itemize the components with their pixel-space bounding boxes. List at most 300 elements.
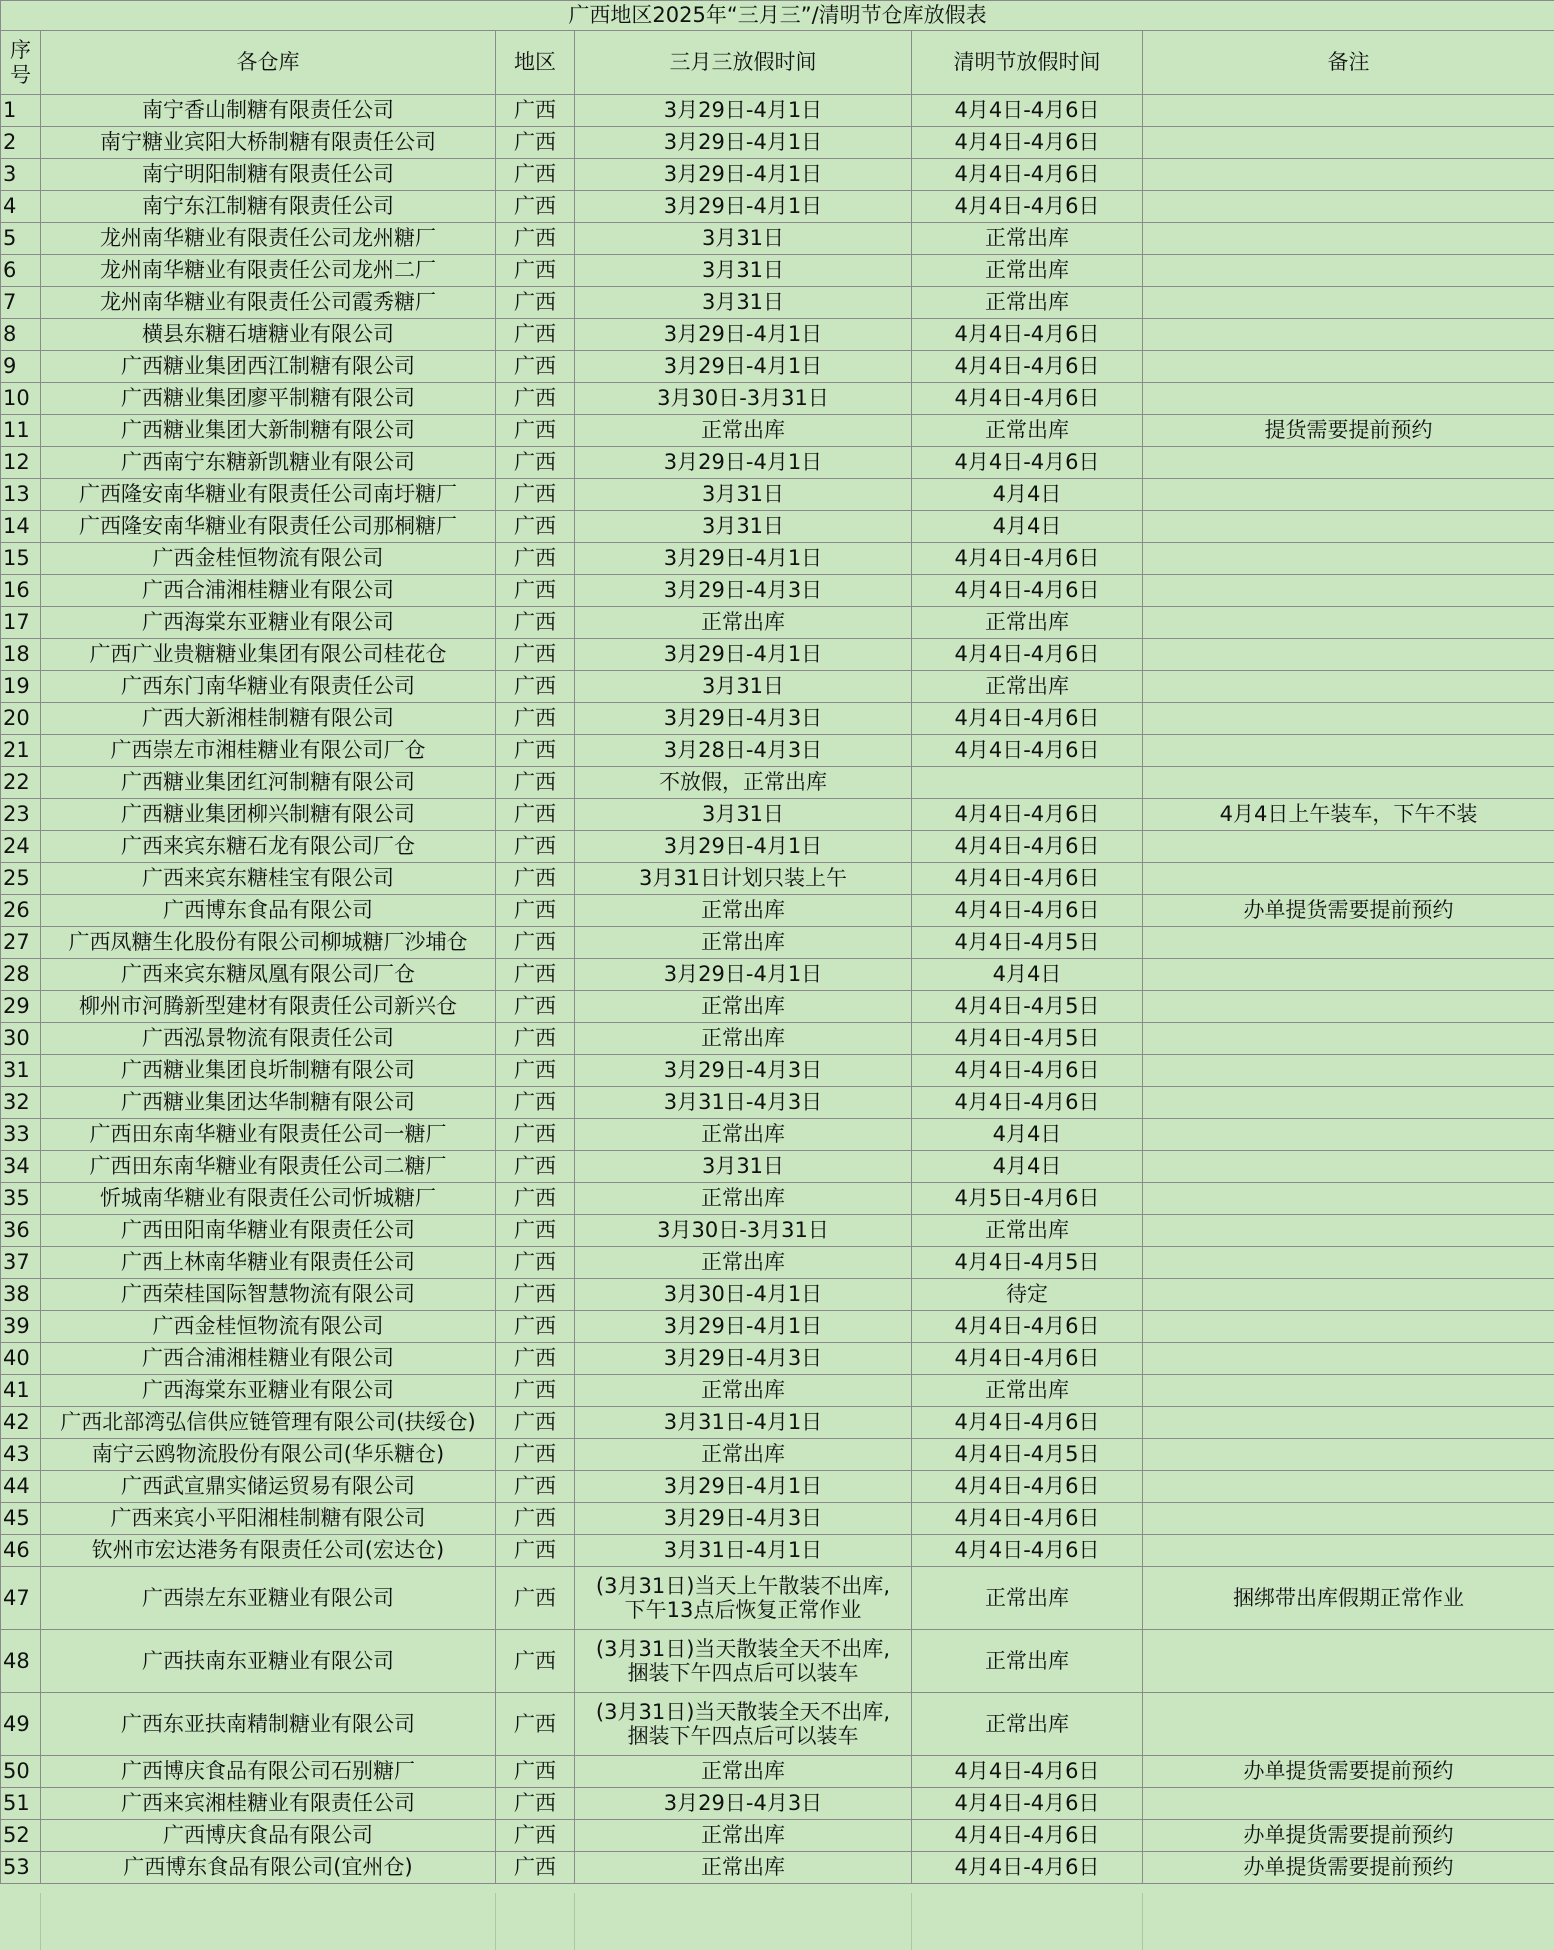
- cell-region[interactable]: 广西: [496, 1151, 575, 1183]
- cell-warehouse[interactable]: 广西荣桂国际智慧物流有限公司: [41, 1279, 496, 1311]
- cell-qingming[interactable]: 4月4日-4月6日: [912, 1407, 1143, 1439]
- cell-index[interactable]: 15: [1, 543, 41, 575]
- cell-index[interactable]: 26: [1, 895, 41, 927]
- cell-region[interactable]: 广西: [496, 1343, 575, 1375]
- cell-warehouse[interactable]: 广西田东南华糖业有限责任公司一糖厂: [41, 1119, 496, 1151]
- cell-region[interactable]: 广西: [496, 287, 575, 319]
- cell-warehouse[interactable]: 广西糖业集团柳兴制糖有限公司: [41, 799, 496, 831]
- cell-index[interactable]: 16: [1, 575, 41, 607]
- cell-warehouse[interactable]: 南宁东江制糖有限责任公司: [41, 191, 496, 223]
- cell-region[interactable]: 广西: [496, 223, 575, 255]
- cell-qingming[interactable]: [912, 767, 1143, 799]
- cell-sanyuesan[interactable]: 正常出库: [575, 1023, 912, 1055]
- cell-index[interactable]: 49: [1, 1693, 41, 1756]
- cell-qingming[interactable]: 4月4日-4月6日: [912, 1471, 1143, 1503]
- cell-qingming[interactable]: 4月4日-4月5日: [912, 1439, 1143, 1471]
- cell-note[interactable]: [1143, 1151, 1554, 1183]
- cell-qingming[interactable]: 正常出库: [912, 671, 1143, 703]
- cell-sanyuesan[interactable]: 3月29日-4月1日: [575, 95, 912, 127]
- cell-warehouse[interactable]: 南宁糖业宾阳大桥制糖有限责任公司: [41, 127, 496, 159]
- cell-index[interactable]: 14: [1, 511, 41, 543]
- cell-qingming[interactable]: 4月4日-4月6日: [912, 1756, 1143, 1788]
- cell-index[interactable]: 9: [1, 351, 41, 383]
- cell-note[interactable]: [1143, 703, 1554, 735]
- cell-warehouse[interactable]: 广西崇左市湘桂糖业有限公司厂仓: [41, 735, 496, 767]
- cell-region[interactable]: 广西: [496, 1535, 575, 1567]
- cell-index[interactable]: 27: [1, 927, 41, 959]
- cell-index[interactable]: 17: [1, 607, 41, 639]
- cell-sanyuesan[interactable]: 3月31日: [575, 511, 912, 543]
- cell-note[interactable]: [1143, 223, 1554, 255]
- cell-region[interactable]: 广西: [496, 1023, 575, 1055]
- cell-region[interactable]: 广西: [496, 703, 575, 735]
- cell-index[interactable]: 32: [1, 1087, 41, 1119]
- cell-sanyuesan[interactable]: 3月29日-4月1日: [575, 959, 912, 991]
- cell-sanyuesan[interactable]: 3月29日-4月1日: [575, 1311, 912, 1343]
- cell-index[interactable]: 43: [1, 1439, 41, 1471]
- cell-region[interactable]: 广西: [496, 159, 575, 191]
- cell-region[interactable]: 广西: [496, 831, 575, 863]
- cell-warehouse[interactable]: 广西隆安南华糖业有限责任公司南圩糖厂: [41, 479, 496, 511]
- cell-warehouse[interactable]: 广西合浦湘桂糖业有限公司: [41, 575, 496, 607]
- cell-note[interactable]: [1143, 1279, 1554, 1311]
- cell-sanyuesan[interactable]: 正常出库: [575, 895, 912, 927]
- cell-index[interactable]: 10: [1, 383, 41, 415]
- cell-region[interactable]: 广西: [496, 607, 575, 639]
- cell-region[interactable]: 广西: [496, 1375, 575, 1407]
- cell-sanyuesan[interactable]: 正常出库: [575, 607, 912, 639]
- cell-note[interactable]: [1143, 447, 1554, 479]
- cell-note[interactable]: [1143, 927, 1554, 959]
- cell-warehouse[interactable]: 广西泓景物流有限责任公司: [41, 1023, 496, 1055]
- cell-sanyuesan[interactable]: 正常出库: [575, 1247, 912, 1279]
- cell-qingming[interactable]: 4月4日: [912, 959, 1143, 991]
- cell-region[interactable]: 广西: [496, 1567, 575, 1630]
- cell-note[interactable]: [1143, 255, 1554, 287]
- cell-warehouse[interactable]: 忻城南华糖业有限责任公司忻城糖厂: [41, 1183, 496, 1215]
- cell-note[interactable]: [1143, 991, 1554, 1023]
- cell-region[interactable]: 广西: [496, 1756, 575, 1788]
- cell-warehouse[interactable]: 广西博庆食品有限公司: [41, 1820, 496, 1852]
- cell-region[interactable]: 广西: [496, 575, 575, 607]
- cell-region[interactable]: 广西: [496, 95, 575, 127]
- cell-warehouse[interactable]: 广西合浦湘桂糖业有限公司: [41, 1343, 496, 1375]
- cell-note[interactable]: [1143, 1439, 1554, 1471]
- cell-index[interactable]: 51: [1, 1788, 41, 1820]
- cell-region[interactable]: 广西: [496, 479, 575, 511]
- cell-warehouse[interactable]: 广西博东食品有限公司(宜州仓): [41, 1852, 496, 1884]
- cell-note[interactable]: [1143, 287, 1554, 319]
- cell-index[interactable]: 39: [1, 1311, 41, 1343]
- cell-warehouse[interactable]: 广西广业贵糖糖业集团有限公司桂花仓: [41, 639, 496, 671]
- cell-sanyuesan[interactable]: 正常出库: [575, 1183, 912, 1215]
- cell-region[interactable]: 广西: [496, 959, 575, 991]
- cell-note[interactable]: [1143, 95, 1554, 127]
- cell-index[interactable]: 6: [1, 255, 41, 287]
- cell-warehouse[interactable]: 广西北部湾弘信供应链管理有限公司(扶绥仓): [41, 1407, 496, 1439]
- cell-qingming[interactable]: 正常出库: [912, 1630, 1143, 1693]
- cell-warehouse[interactable]: 广西来宾湘桂糖业有限责任公司: [41, 1788, 496, 1820]
- cell-region[interactable]: 广西: [496, 191, 575, 223]
- cell-sanyuesan[interactable]: 3月29日-4月3日: [575, 1503, 912, 1535]
- cell-qingming[interactable]: 正常出库: [912, 607, 1143, 639]
- cell-warehouse[interactable]: 广西糖业集团红河制糖有限公司: [41, 767, 496, 799]
- cell-sanyuesan[interactable]: 3月31日: [575, 1151, 912, 1183]
- cell-index[interactable]: 46: [1, 1535, 41, 1567]
- cell-index[interactable]: 50: [1, 1756, 41, 1788]
- cell-sanyuesan[interactable]: 3月29日-4月1日: [575, 543, 912, 575]
- cell-region[interactable]: 广西: [496, 1503, 575, 1535]
- cell-qingming[interactable]: 4月4日-4月6日: [912, 831, 1143, 863]
- cell-region[interactable]: 广西: [496, 543, 575, 575]
- cell-qingming[interactable]: 4月4日-4月5日: [912, 991, 1143, 1023]
- cell-warehouse[interactable]: 广西来宾东糖桂宝有限公司: [41, 863, 496, 895]
- cell-warehouse[interactable]: 南宁明阳制糖有限责任公司: [41, 159, 496, 191]
- cell-note[interactable]: [1143, 1215, 1554, 1247]
- cell-qingming[interactable]: 4月4日-4月6日: [912, 319, 1143, 351]
- cell-note[interactable]: 办单提货需要提前预约: [1143, 1852, 1554, 1884]
- cell-index[interactable]: 2: [1, 127, 41, 159]
- cell-qingming[interactable]: 4月4日-4月6日: [912, 1852, 1143, 1884]
- cell-qingming[interactable]: 4月4日-4月6日: [912, 383, 1143, 415]
- cell-index[interactable]: 7: [1, 287, 41, 319]
- cell-note[interactable]: [1143, 351, 1554, 383]
- cell-sanyuesan[interactable]: [575, 1693, 912, 1756]
- cell-note[interactable]: [1143, 831, 1554, 863]
- cell-warehouse[interactable]: 广西糖业集团良圻制糖有限公司: [41, 1055, 496, 1087]
- cell-warehouse[interactable]: 钦州市宏达港务有限责任公司(宏达仓): [41, 1535, 496, 1567]
- cell-sanyuesan[interactable]: 3月31日-4月3日: [575, 1087, 912, 1119]
- cell-sanyuesan[interactable]: 正常出库: [575, 1852, 912, 1884]
- cell-qingming[interactable]: 4月4日-4月6日: [912, 703, 1143, 735]
- cell-warehouse[interactable]: 广西东门南华糖业有限责任公司: [41, 671, 496, 703]
- cell-sanyuesan[interactable]: 3月29日-4月3日: [575, 703, 912, 735]
- cell-index[interactable]: 48: [1, 1630, 41, 1693]
- cell-note[interactable]: [1143, 191, 1554, 223]
- cell-warehouse[interactable]: 广西隆安南华糖业有限责任公司那桐糖厂: [41, 511, 496, 543]
- cell-index[interactable]: 42: [1, 1407, 41, 1439]
- cell-note[interactable]: [1143, 1788, 1554, 1820]
- cell-warehouse[interactable]: 广西来宾东糖石龙有限公司厂仓: [41, 831, 496, 863]
- cell-region[interactable]: 广西: [496, 415, 575, 447]
- cell-qingming[interactable]: 4月4日-4月5日: [912, 1247, 1143, 1279]
- cell-region[interactable]: 广西: [496, 735, 575, 767]
- cell-index[interactable]: 52: [1, 1820, 41, 1852]
- cell-warehouse[interactable]: 广西金桂恒物流有限公司: [41, 543, 496, 575]
- cell-warehouse[interactable]: 南宁香山制糖有限责任公司: [41, 95, 496, 127]
- cell-index[interactable]: 47: [1, 1567, 41, 1630]
- cell-sanyuesan[interactable]: 3月31日: [575, 287, 912, 319]
- cell-note[interactable]: [1143, 383, 1554, 415]
- cell-index[interactable]: 13: [1, 479, 41, 511]
- header-qingming[interactable]: 清明节放假时间: [912, 31, 1143, 95]
- cell-index[interactable]: 38: [1, 1279, 41, 1311]
- cell-note[interactable]: [1143, 1535, 1554, 1567]
- cell-qingming[interactable]: 4月4日-4月6日: [912, 1788, 1143, 1820]
- cell-region[interactable]: 广西: [496, 863, 575, 895]
- cell-note[interactable]: [1143, 1407, 1554, 1439]
- cell-note[interactable]: [1143, 1023, 1554, 1055]
- cell-sanyuesan[interactable]: 3月30日-3月31日: [575, 1215, 912, 1247]
- cell-sanyuesan[interactable]: 3月31日: [575, 799, 912, 831]
- cell-note[interactable]: [1143, 1183, 1554, 1215]
- cell-qingming[interactable]: 4月4日-4月6日: [912, 447, 1143, 479]
- cell-index[interactable]: 23: [1, 799, 41, 831]
- cell-sanyuesan[interactable]: 正常出库: [575, 415, 912, 447]
- cell-warehouse[interactable]: 柳州市河腾新型建材有限责任公司新兴仓: [41, 991, 496, 1023]
- cell-sanyuesan[interactable]: 正常出库: [575, 1756, 912, 1788]
- cell-qingming[interactable]: 4月4日-4月6日: [912, 351, 1143, 383]
- cell-note[interactable]: [1143, 1343, 1554, 1375]
- cell-index[interactable]: 12: [1, 447, 41, 479]
- cell-note[interactable]: 办单提货需要提前预约: [1143, 895, 1554, 927]
- cell-qingming[interactable]: 正常出库: [912, 223, 1143, 255]
- cell-index[interactable]: 18: [1, 639, 41, 671]
- cell-qingming[interactable]: 4月4日-4月6日: [912, 159, 1143, 191]
- cell-region[interactable]: 广西: [496, 1852, 575, 1884]
- cell-note[interactable]: 办单提货需要提前预约: [1143, 1756, 1554, 1788]
- cell-qingming[interactable]: 4月4日: [912, 1119, 1143, 1151]
- cell-region[interactable]: 广西: [496, 255, 575, 287]
- cell-index[interactable]: 53: [1, 1852, 41, 1884]
- cell-index[interactable]: 35: [1, 1183, 41, 1215]
- cell-warehouse[interactable]: 广西崇左东亚糖业有限公司: [41, 1567, 496, 1630]
- cell-note[interactable]: 提货需要提前预约: [1143, 415, 1554, 447]
- cell-index[interactable]: 4: [1, 191, 41, 223]
- cell-note[interactable]: [1143, 1471, 1554, 1503]
- cell-qingming[interactable]: 4月4日-4月6日: [912, 863, 1143, 895]
- cell-sanyuesan[interactable]: 3月29日-4月1日: [575, 639, 912, 671]
- cell-index[interactable]: 25: [1, 863, 41, 895]
- cell-sanyuesan[interactable]: 3月31日: [575, 479, 912, 511]
- cell-index[interactable]: 3: [1, 159, 41, 191]
- cell-region[interactable]: 广西: [496, 895, 575, 927]
- cell-region[interactable]: 广西: [496, 1119, 575, 1151]
- cell-note[interactable]: [1143, 1087, 1554, 1119]
- cell-note[interactable]: [1143, 1503, 1554, 1535]
- cell-note[interactable]: [1143, 159, 1554, 191]
- cell-index[interactable]: 24: [1, 831, 41, 863]
- cell-index[interactable]: 22: [1, 767, 41, 799]
- cell-region[interactable]: 广西: [496, 799, 575, 831]
- cell-note[interactable]: [1143, 127, 1554, 159]
- cell-warehouse[interactable]: 广西糖业集团大新制糖有限公司: [41, 415, 496, 447]
- header-warehouse[interactable]: 各仓库: [41, 31, 496, 95]
- header-index[interactable]: [1, 31, 41, 95]
- cell-index[interactable]: 5: [1, 223, 41, 255]
- cell-index[interactable]: 36: [1, 1215, 41, 1247]
- cell-qingming[interactable]: 正常出库: [912, 1693, 1143, 1756]
- cell-qingming[interactable]: 4月4日-4月6日: [912, 1055, 1143, 1087]
- cell-index[interactable]: 34: [1, 1151, 41, 1183]
- cell-qingming[interactable]: 4月4日-4月6日: [912, 95, 1143, 127]
- cell-warehouse[interactable]: 龙州南华糖业有限责任公司龙州糖厂: [41, 223, 496, 255]
- cell-warehouse[interactable]: 广西糖业集团西江制糖有限公司: [41, 351, 496, 383]
- cell-qingming[interactable]: 正常出库: [912, 255, 1143, 287]
- cell-qingming[interactable]: 4月4日-4月6日: [912, 1087, 1143, 1119]
- cell-sanyuesan[interactable]: 3月29日-4月1日: [575, 351, 912, 383]
- cell-sanyuesan[interactable]: 不放假，正常出库: [575, 767, 912, 799]
- cell-region[interactable]: 广西: [496, 1247, 575, 1279]
- cell-sanyuesan[interactable]: 正常出库: [575, 991, 912, 1023]
- table-title[interactable]: 广西地区2025年“三月三”/清明节仓库放假表: [1, 1, 1554, 31]
- cell-warehouse[interactable]: 南宁云鸥物流股份有限公司(华乐糖仓): [41, 1439, 496, 1471]
- cell-region[interactable]: 广西: [496, 511, 575, 543]
- cell-region[interactable]: 广西: [496, 1087, 575, 1119]
- cell-sanyuesan[interactable]: 3月31日-4月1日: [575, 1407, 912, 1439]
- cell-region[interactable]: 广西: [496, 767, 575, 799]
- cell-warehouse[interactable]: 龙州南华糖业有限责任公司龙州二厂: [41, 255, 496, 287]
- cell-note[interactable]: [1143, 1247, 1554, 1279]
- cell-note[interactable]: [1143, 1630, 1554, 1693]
- cell-note[interactable]: [1143, 639, 1554, 671]
- cell-note[interactable]: [1143, 1311, 1554, 1343]
- cell-qingming[interactable]: 4月4日-4月6日: [912, 1343, 1143, 1375]
- cell-index[interactable]: 33: [1, 1119, 41, 1151]
- cell-sanyuesan[interactable]: 3月31日计划只装上午: [575, 863, 912, 895]
- cell-sanyuesan[interactable]: 3月30日-3月31日: [575, 383, 912, 415]
- cell-note[interactable]: [1143, 959, 1554, 991]
- cell-note[interactable]: [1143, 1119, 1554, 1151]
- cell-sanyuesan[interactable]: 正常出库: [575, 927, 912, 959]
- header-sanyuesan[interactable]: 三月三放假时间: [575, 31, 912, 95]
- cell-note[interactable]: [1143, 511, 1554, 543]
- cell-warehouse[interactable]: 广西大新湘桂制糖有限公司: [41, 703, 496, 735]
- cell-note[interactable]: 捆绑带出库假期正常作业: [1143, 1567, 1554, 1630]
- cell-index[interactable]: 11: [1, 415, 41, 447]
- cell-warehouse[interactable]: 广西南宁东糖新凯糖业有限公司: [41, 447, 496, 479]
- cell-region[interactable]: 广西: [496, 1439, 575, 1471]
- cell-qingming[interactable]: 正常出库: [912, 415, 1143, 447]
- cell-sanyuesan[interactable]: 3月31日: [575, 255, 912, 287]
- cell-sanyuesan[interactable]: 正常出库: [575, 1439, 912, 1471]
- cell-sanyuesan[interactable]: 3月29日-4月1日: [575, 447, 912, 479]
- cell-index[interactable]: 29: [1, 991, 41, 1023]
- cell-warehouse[interactable]: 广西东亚扶南精制糖业有限公司: [41, 1693, 496, 1756]
- cell-note[interactable]: [1143, 479, 1554, 511]
- cell-qingming[interactable]: 正常出库: [912, 1375, 1143, 1407]
- cell-index[interactable]: 40: [1, 1343, 41, 1375]
- cell-region[interactable]: 广西: [496, 1630, 575, 1693]
- cell-qingming[interactable]: 4月4日-4月6日: [912, 799, 1143, 831]
- cell-warehouse[interactable]: 广西博东食品有限公司: [41, 895, 496, 927]
- cell-sanyuesan[interactable]: 3月29日-4月1日: [575, 1471, 912, 1503]
- cell-note[interactable]: [1143, 543, 1554, 575]
- cell-qingming[interactable]: 4月4日-4月6日: [912, 1535, 1143, 1567]
- cell-qingming[interactable]: 4月4日-4月5日: [912, 1023, 1143, 1055]
- cell-region[interactable]: 广西: [496, 927, 575, 959]
- cell-sanyuesan[interactable]: [575, 1567, 912, 1630]
- cell-qingming[interactable]: 4月4日-4月6日: [912, 1311, 1143, 1343]
- cell-sanyuesan[interactable]: 3月31日-4月1日: [575, 1535, 912, 1567]
- cell-region[interactable]: 广西: [496, 1279, 575, 1311]
- cell-warehouse[interactable]: 广西上林南华糖业有限责任公司: [41, 1247, 496, 1279]
- cell-note[interactable]: [1143, 863, 1554, 895]
- cell-note[interactable]: [1143, 575, 1554, 607]
- cell-warehouse[interactable]: 广西凤糖生化股份有限公司柳城糖厂沙埔仓: [41, 927, 496, 959]
- cell-qingming[interactable]: 正常出库: [912, 1215, 1143, 1247]
- cell-warehouse[interactable]: 广西田阳南华糖业有限责任公司: [41, 1215, 496, 1247]
- cell-warehouse[interactable]: 广西博庆食品有限公司石别糖厂: [41, 1756, 496, 1788]
- cell-qingming[interactable]: 4月4日-4月6日: [912, 127, 1143, 159]
- cell-region[interactable]: 广西: [496, 351, 575, 383]
- cell-warehouse[interactable]: 广西扶南东亚糖业有限公司: [41, 1630, 496, 1693]
- cell-region[interactable]: 广西: [496, 991, 575, 1023]
- cell-region[interactable]: 广西: [496, 1215, 575, 1247]
- cell-qingming[interactable]: 4月4日-4月6日: [912, 191, 1143, 223]
- cell-note[interactable]: [1143, 319, 1554, 351]
- cell-qingming[interactable]: 4月4日: [912, 479, 1143, 511]
- cell-warehouse[interactable]: 龙州南华糖业有限责任公司霞秀糖厂: [41, 287, 496, 319]
- cell-index[interactable]: 1: [1, 95, 41, 127]
- cell-warehouse[interactable]: 广西来宾东糖凤凰有限公司厂仓: [41, 959, 496, 991]
- cell-sanyuesan[interactable]: 3月29日-4月1日: [575, 319, 912, 351]
- cell-sanyuesan[interactable]: 3月29日-4月3日: [575, 575, 912, 607]
- cell-sanyuesan[interactable]: 3月31日: [575, 223, 912, 255]
- cell-sanyuesan[interactable]: 正常出库: [575, 1820, 912, 1852]
- cell-qingming[interactable]: 4月4日-4月6日: [912, 639, 1143, 671]
- header-region[interactable]: 地区: [496, 31, 575, 95]
- cell-qingming[interactable]: 4月4日-4月6日: [912, 1503, 1143, 1535]
- cell-qingming[interactable]: 4月4日-4月6日: [912, 575, 1143, 607]
- cell-region[interactable]: 广西: [496, 1693, 575, 1756]
- cell-warehouse[interactable]: 广西海棠东亚糖业有限公司: [41, 1375, 496, 1407]
- header-notes[interactable]: 备注: [1143, 31, 1554, 95]
- cell-warehouse[interactable]: 广西来宾小平阳湘桂制糖有限公司: [41, 1503, 496, 1535]
- cell-region[interactable]: 广西: [496, 671, 575, 703]
- cell-region[interactable]: 广西: [496, 127, 575, 159]
- cell-region[interactable]: 广西: [496, 319, 575, 351]
- cell-note[interactable]: [1143, 1055, 1554, 1087]
- cell-qingming[interactable]: 待定: [912, 1279, 1143, 1311]
- cell-qingming[interactable]: 正常出库: [912, 1567, 1143, 1630]
- cell-index[interactable]: 31: [1, 1055, 41, 1087]
- cell-qingming[interactable]: 4月4日: [912, 1151, 1143, 1183]
- cell-sanyuesan[interactable]: 3月29日-4月1日: [575, 159, 912, 191]
- cell-note[interactable]: [1143, 1693, 1554, 1756]
- cell-qingming[interactable]: 4月4日-4月6日: [912, 543, 1143, 575]
- cell-sanyuesan[interactable]: 3月29日-4月1日: [575, 191, 912, 223]
- cell-warehouse[interactable]: 广西金桂恒物流有限公司: [41, 1311, 496, 1343]
- cell-index[interactable]: 21: [1, 735, 41, 767]
- cell-index[interactable]: 44: [1, 1471, 41, 1503]
- cell-sanyuesan[interactable]: 3月28日-4月3日: [575, 735, 912, 767]
- cell-sanyuesan[interactable]: 3月31日: [575, 671, 912, 703]
- cell-index[interactable]: 37: [1, 1247, 41, 1279]
- cell-index[interactable]: 41: [1, 1375, 41, 1407]
- cell-region[interactable]: 广西: [496, 1788, 575, 1820]
- cell-sanyuesan[interactable]: 3月29日-4月3日: [575, 1343, 912, 1375]
- cell-note[interactable]: [1143, 607, 1554, 639]
- cell-region[interactable]: 广西: [496, 1407, 575, 1439]
- cell-index[interactable]: 8: [1, 319, 41, 351]
- cell-warehouse[interactable]: 广西糖业集团达华制糖有限公司: [41, 1087, 496, 1119]
- cell-qingming[interactable]: 4月4日-4月6日: [912, 1820, 1143, 1852]
- cell-index[interactable]: 45: [1, 1503, 41, 1535]
- cell-region[interactable]: 广西: [496, 447, 575, 479]
- cell-sanyuesan[interactable]: 3月29日-4月3日: [575, 1055, 912, 1087]
- cell-note[interactable]: [1143, 671, 1554, 703]
- cell-sanyuesan[interactable]: 3月29日-4月1日: [575, 831, 912, 863]
- cell-region[interactable]: 广西: [496, 1311, 575, 1343]
- cell-sanyuesan[interactable]: [575, 1630, 912, 1693]
- cell-region[interactable]: 广西: [496, 639, 575, 671]
- cell-sanyuesan[interactable]: 正常出库: [575, 1119, 912, 1151]
- cell-index[interactable]: 20: [1, 703, 41, 735]
- cell-region[interactable]: 广西: [496, 383, 575, 415]
- cell-index[interactable]: 30: [1, 1023, 41, 1055]
- cell-qingming[interactable]: 4月5日-4月6日: [912, 1183, 1143, 1215]
